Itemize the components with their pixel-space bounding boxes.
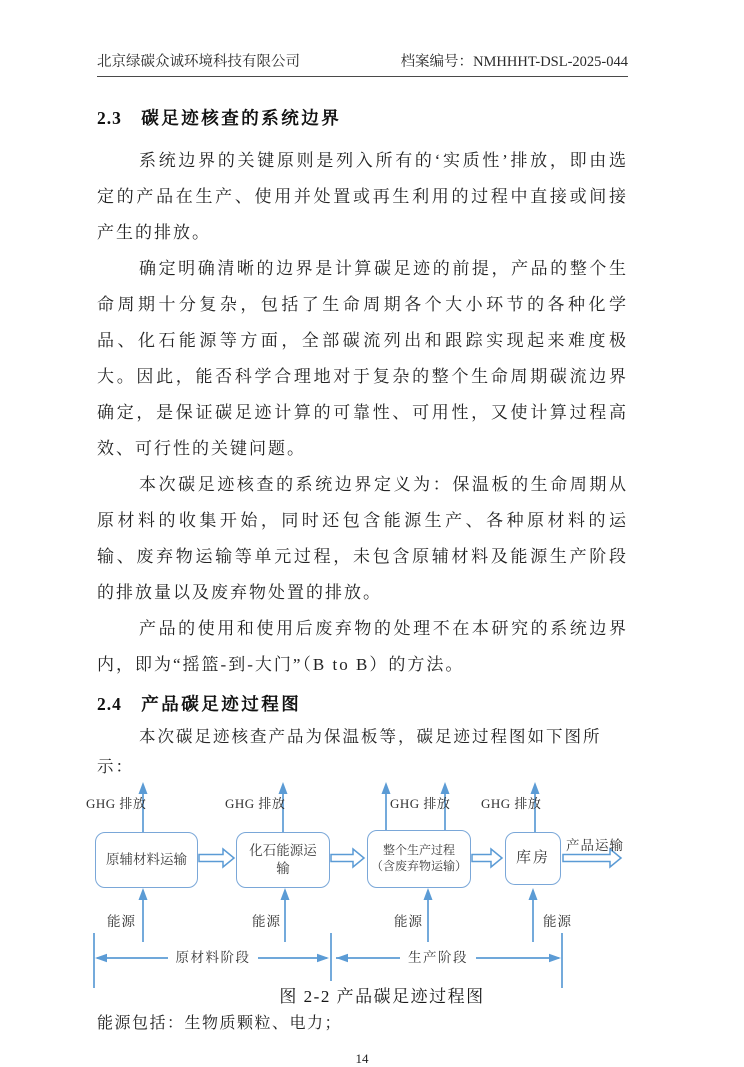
box-label-line1: 化石能源运 [249, 843, 317, 859]
section-number: 2.4 [97, 694, 122, 714]
paragraph: 本次碳足迹核查产品为保温板等，碳足迹过程图如下图所示： [97, 727, 602, 776]
paragraph: 系统边界的关键原则是列入所有的‘实质性’排放，即由选定的产品在生产、使用并处置或再生利用的过程中直接或间接产生的排放。 [97, 151, 628, 242]
company-name: 北京绿碳众诚环境科技有限公司 [97, 54, 300, 70]
energy-footnote: 能源包括：生物质颗粒、电力； [97, 1015, 343, 1032]
archive-label: 档案编号： [400, 54, 474, 70]
section-2-3-heading [97, 107, 628, 130]
carbon-footprint-process-diagram [0, 778, 724, 984]
section-title: 产品碳足迹过程图 [141, 694, 302, 714]
archive-number: NMHHHT-DSL-2025-044 [473, 54, 628, 70]
box-label-line2: 输 [276, 861, 290, 876]
energy-label: 能源 [252, 914, 281, 929]
box-label: 原辅材料运输 [106, 852, 187, 868]
paragraph: 产品的使用和使用后废弃物的处理不在本研究的系统边界内，即为“摇篮-到-大门”（B to B）的方法。 [97, 619, 628, 674]
page-content [0, 107, 724, 782]
stage-bracket [94, 933, 562, 988]
energy-label: 能源 [394, 914, 423, 929]
section-number: 2.3 [97, 108, 122, 128]
ghg-emission-label: GHG 排放 [390, 796, 451, 811]
box-label-line2: （含废弃物运输） [370, 859, 467, 873]
section-2-4-heading [97, 693, 628, 716]
figure-caption: 图 2-2 产品碳足迹过程图 [279, 987, 485, 1006]
process-box-raw-material-transport [95, 832, 198, 888]
paragraph: 确定明确清晰的边界是计算碳足迹的前提，产品的整个生命周期十分复杂，包括了生命周期各个大小环节的各种化学品、化石能源等方面，全部碳流列出和跟踪实现起来难度极大。因此，能否科学合理地对于复杂的整个生命周期碳流边界确定，是保证碳足迹计算的可靠性、可用性，又使计算过程高效、可行性的关键问题。 [97, 259, 628, 458]
energy-arrows [139, 888, 538, 942]
ghg-emission-label: GHG 排放 [481, 796, 542, 811]
product-transport-label: 产品运输 [566, 838, 624, 853]
stage-label-raw-material: 原材料阶段 [168, 949, 258, 967]
process-box-fossil-energy-transport [236, 832, 330, 888]
page-number: 14 [355, 1051, 369, 1066]
paragraph: 本次碳足迹核查的系统边界定义为：保温板的生命周期从原材料的收集开始，同时还包含能源生产、各种原材料的运输、废弃物运输等单元过程，未包含原辅材料及能源生产阶段的排放量以及废弃物处置的排放。 [97, 475, 628, 602]
stage-label-production: 生产阶段 [400, 949, 476, 967]
ghg-arrows [139, 782, 540, 832]
ghg-emission-label: GHG 排放 [225, 796, 286, 811]
header-rule [97, 76, 628, 77]
energy-label: 能源 [107, 914, 136, 929]
process-box-production-process [367, 830, 471, 888]
box-label-line1: 整个生产过程 [382, 843, 455, 858]
page-header [0, 0, 724, 71]
box-label: 库房 [515, 849, 550, 866]
energy-label: 能源 [543, 914, 572, 929]
section-title: 碳足迹核查的系统边界 [141, 108, 342, 128]
archive-number-field [401, 50, 628, 71]
process-box-warehouse [505, 832, 561, 885]
ghg-emission-label: GHG 排放 [86, 796, 147, 811]
